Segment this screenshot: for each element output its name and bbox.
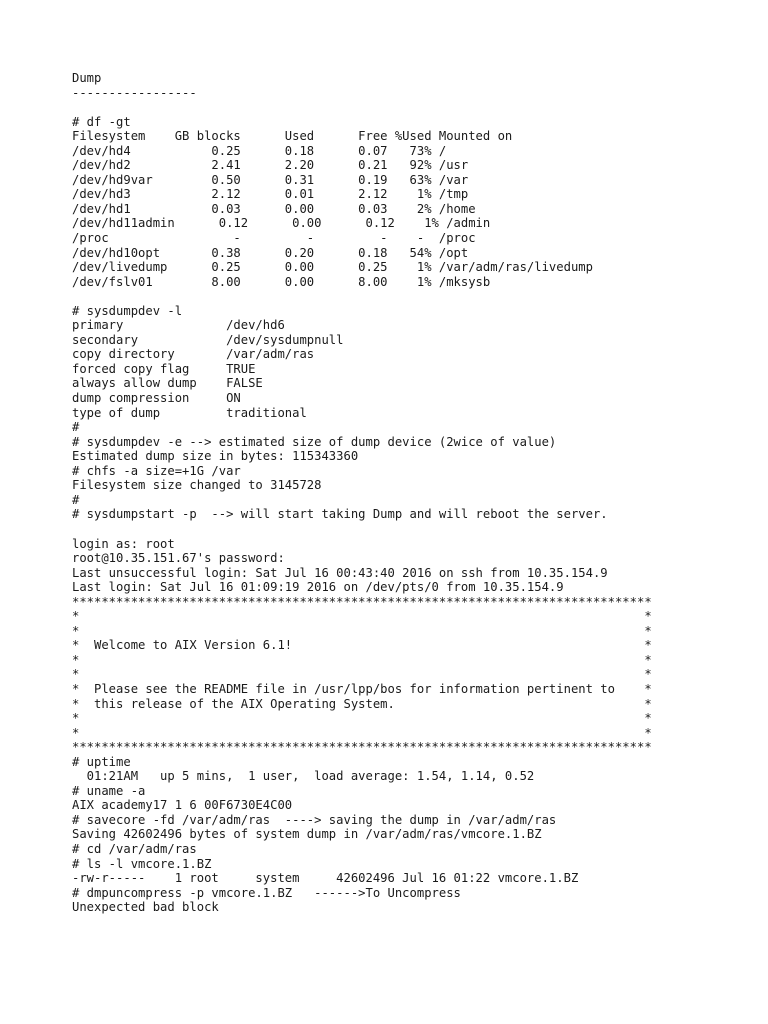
login-line: login as: root xyxy=(72,536,175,551)
command-line: # dmpuncompress -p vmcore.1.BZ ------>To Uncompress xyxy=(72,885,461,900)
banner-line: * * xyxy=(72,652,652,667)
command-line: # chfs -a size=+1G /var xyxy=(72,463,241,478)
df-row: /dev/hd11admin 0.12 0.00 0.12 1% /admin xyxy=(72,216,491,231)
banner-welcome: * Welcome to AIX Version 6.1! * xyxy=(72,638,652,653)
prompt-line: # xyxy=(72,492,80,507)
banner-line: * * xyxy=(72,609,652,624)
sysdumpdev-setting: copy directory /var/adm/ras xyxy=(72,347,315,362)
prompt-line: # xyxy=(72,420,80,435)
command-line: # df -gt xyxy=(72,114,131,129)
sysdumpdev-setting: secondary /dev/sysdumpnull xyxy=(72,332,344,347)
banner-readme: * this release of the AIX Operating System. * xyxy=(72,696,652,711)
sysdumpdev-setting: dump compression ON xyxy=(72,391,241,406)
banner-border: ******************************************************************************* xyxy=(72,594,652,609)
blank-line xyxy=(72,522,752,537)
command-line: # sysdumpdev -l xyxy=(72,303,183,318)
banner-border: ******************************************************************************* xyxy=(72,740,652,755)
output-line: Filesystem size changed to 3145728 xyxy=(72,478,322,493)
command-line: # savecore -fd /var/adm/ras ----> saving the dump in /var/adm/ras xyxy=(72,812,557,827)
document-page xyxy=(72,71,752,915)
df-row: /dev/livedump 0.25 0.00 0.25 1% /var/adm/ras/livedump xyxy=(72,260,593,275)
login-line: root@10.35.151.67's password: xyxy=(72,551,285,566)
login-line: Last login: Sat Jul 16 01:09:19 2016 on /dev/pts/0 from 10.35.154.9 xyxy=(72,580,564,595)
df-row: /dev/hd3 2.12 0.01 2.12 1% /tmp xyxy=(72,187,469,202)
output-line: Estimated dump size in bytes: 115343360 xyxy=(72,449,359,464)
blank-line xyxy=(72,100,752,115)
output-line: 01:21AM up 5 mins, 1 user, load average: 1.54, 1.14, 0.52 xyxy=(72,769,535,784)
blank-line xyxy=(72,289,752,304)
command-line: # uptime xyxy=(72,754,131,769)
error-line: Unexpected bad block xyxy=(72,900,219,915)
df-header-row: Filesystem GB blocks Used Free %Used Mounted on xyxy=(72,129,513,144)
banner-readme: * Please see the README file in /usr/lpp/bos for information pertinent to * xyxy=(72,681,652,696)
banner-line: * * xyxy=(72,725,652,740)
sysdumpdev-setting: forced copy flag TRUE xyxy=(72,361,256,376)
output-line: -rw-r----- 1 root system 42602496 Jul 16 01:22 vmcore.1.BZ xyxy=(72,871,579,886)
banner-line: * * xyxy=(72,623,652,638)
output-line: AIX academy17 1 6 00F6730E4C00 xyxy=(72,798,293,813)
df-row: /dev/hd9var 0.50 0.31 0.19 63% /var xyxy=(72,172,469,187)
sysdumpdev-setting: primary /dev/hd6 xyxy=(72,318,285,333)
output-line: Saving 42602496 bytes of system dump in /var/adm/ras/vmcore.1.BZ xyxy=(72,827,542,842)
df-row: /proc - - - - /proc xyxy=(72,231,476,246)
doc-title: Dump xyxy=(72,71,102,85)
df-row: /dev/fslv01 8.00 0.00 8.00 1% /mksysb xyxy=(72,274,491,289)
comment-line: # sysdumpstart -p --> will start taking Dump and will reboot the server. xyxy=(72,507,608,522)
df-row: /dev/hd1 0.03 0.00 0.03 2% /home xyxy=(72,201,476,216)
command-line: # uname -a xyxy=(72,783,146,798)
df-row: /dev/hd2 2.41 2.20 0.21 92% /usr xyxy=(72,158,469,173)
title-underline: ----------------- xyxy=(72,85,197,100)
banner-line: * * xyxy=(72,711,652,726)
login-line: Last unsuccessful login: Sat Jul 16 00:43:40 2016 on ssh from 10.35.154.9 xyxy=(72,565,608,580)
command-line: # ls -l vmcore.1.BZ xyxy=(72,856,212,871)
df-row: /dev/hd4 0.25 0.18 0.07 73% / xyxy=(72,143,447,158)
df-row: /dev/hd10opt 0.38 0.20 0.18 54% /opt xyxy=(72,245,469,260)
sysdumpdev-setting: type of dump traditional xyxy=(72,405,307,420)
banner-line: * * xyxy=(72,667,652,682)
command-line: # cd /var/adm/ras xyxy=(72,841,197,856)
comment-line: # sysdumpdev -e --> estimated size of dump device (2wice of value) xyxy=(72,434,557,449)
sysdumpdev-setting: always allow dump FALSE xyxy=(72,376,263,391)
